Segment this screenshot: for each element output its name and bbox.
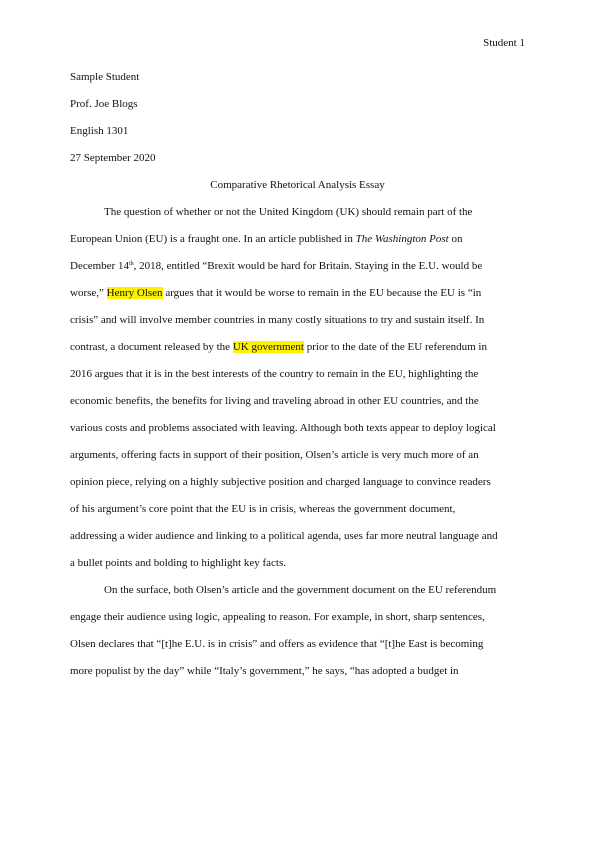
text-run: worse,” (70, 287, 107, 299)
superscript: th (128, 261, 134, 267)
text-run: argues that it would be worse to remain in the EU because the EU is “in (162, 287, 482, 299)
text-run: prior to the date of the EU referendum in (304, 341, 487, 353)
paragraph-1-line: 2016 argues that it is in the best interests of the country to remain in the EU, highlighting the (70, 368, 479, 380)
essay-date: 27 September 2020 (70, 152, 156, 164)
highlighted-text: Henry Olsen (106, 287, 163, 299)
paragraph-2-line: Olsen declares that “[t]he E.U. is in crisis” and offers as evidence that “[t]he East is becoming (70, 638, 484, 650)
paragraph-1-line: crisis” and will involve member countries in many costly situations to try and sustain itself. In (70, 314, 485, 326)
paragraph-1-line (70, 286, 481, 300)
paragraph-1-line: economic benefits, the benefits for living and traveling abroad in other EU countries, and the (70, 395, 479, 407)
paragraph-1-line: addressing a wider audience and linking to a political agenda, uses far more neutral language and (70, 530, 498, 542)
paragraph-1-line (70, 232, 462, 246)
running-head: Student 1 (483, 37, 525, 49)
highlighted-text: UK government (232, 341, 304, 353)
paragraph-1-line: arguments, offering facts in support of their position, Olsen’s article is very much more of an (70, 449, 479, 461)
publication-title: The Washington Post (355, 233, 449, 245)
paragraph-1-line (70, 259, 482, 273)
paragraph-1-line: opinion piece, relying on a highly subjective position and charged language to convince readers (70, 476, 491, 488)
paragraph-1-line: The question of whether or not the United Kingdom (UK) should remain part of the (104, 206, 473, 218)
course-name: English 1301 (70, 125, 129, 137)
paragraph-2-line: On the surface, both Olsen’s article and the government document on the EU referendum (104, 584, 497, 596)
text-run: European Union (EU) is a fraught one. In an article published in (70, 233, 356, 245)
professor-name: Prof. Joe Blogs (70, 98, 138, 110)
text-run: contrast, a document released by the (70, 341, 233, 353)
essay-title: Comparative Rhetorical Analysis Essay (210, 179, 385, 191)
paragraph-1-line: of his argument’s core point that the EU is in crisis, whereas the government document, (70, 503, 456, 515)
paragraph-2-line: engage their audience using logic, appealing to reason. For example, in short, sharp sentences, (70, 611, 485, 623)
paragraph-2-line: more populist by the day” while “Italy’s government,” he says, “has adopted a budget in (70, 665, 459, 677)
text-run: , 2018, entitled “Brexit would be hard for Britain. Staying in the E.U. would be (133, 260, 483, 272)
paragraph-1-line: a bullet points and bolding to highlight key facts. (70, 557, 286, 569)
text-run: December 14 (70, 260, 129, 272)
text-run: on (448, 233, 463, 245)
paragraph-1-line (70, 340, 487, 354)
student-name: Sample Student (70, 71, 140, 83)
paragraph-1-line: various costs and problems associated with leaving. Although both texts appear to deploy logical (70, 422, 496, 434)
